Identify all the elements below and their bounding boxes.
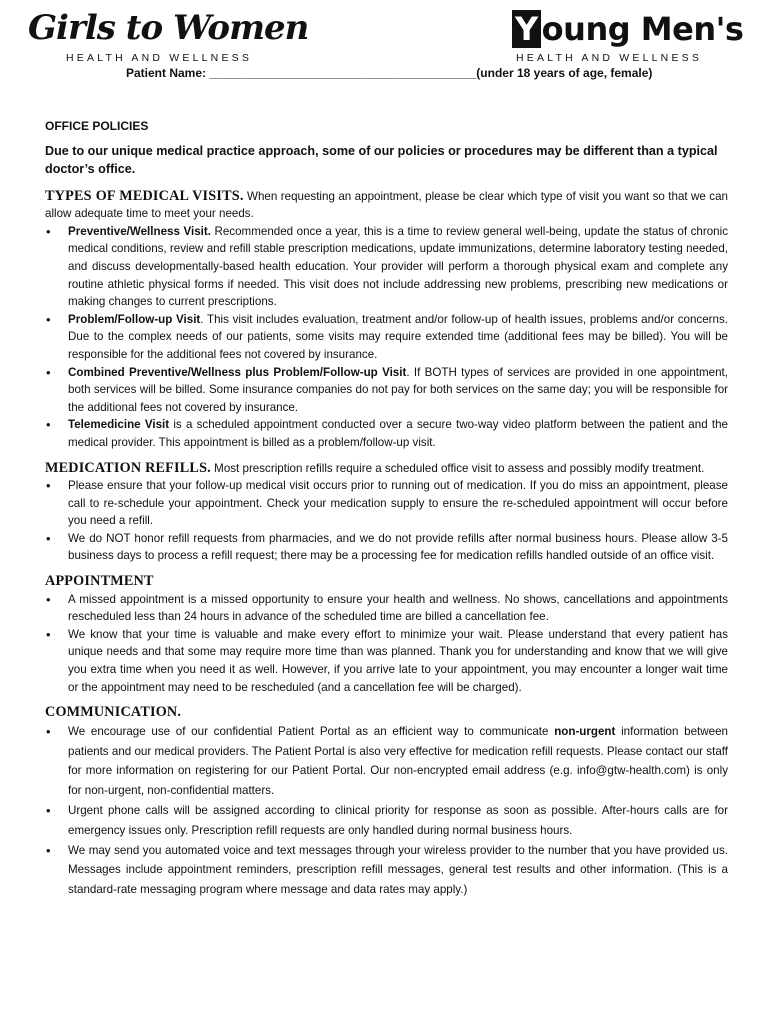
communication-section (45, 704, 728, 900)
logo-y-mark: Y (512, 10, 541, 48)
list-item: • Urgent phone calls will be assigned according to clinical priority for response as soon as possible. After-hours calls are for emergency issues only. Prescription refill requests are only handled during normal business hours. (68, 801, 728, 841)
intro-paragraph: Due to our unique medical practice approach, some of our policies or procedures may be different than a typical doctor’s office. (45, 143, 718, 176)
logo-title-rest: oung Men's (541, 10, 744, 48)
item-text: Recommended once a year, this is a time to review general well-being, update the status of chronic medical conditions, review and refill stable prescription medications, update immunizations, determine laboratory testing needed, and discuss developmentally-based health education. Your provider will perform a thorough physical exam and complete any routine athletic physical forms if needed. This visit does not include addressing new problems, prescribing new medications or making changes to current prescriptions. (68, 224, 728, 309)
visits-list (45, 223, 728, 452)
list-item: • We know that your time is valuable and make every effort to minimize your wait. Please understand that every patient has unique needs and that some may require more time than was planned. Thank you for understanding and know that we will give you extra time when you need it as well. However, if you arrive late to your appointment, you may encounter a longer wait time or the appointment may need to be rescheduled (and a cancellation fee will be charged). (68, 626, 728, 696)
refills-heading: MEDICATION REFILLS. (45, 459, 211, 476)
young-mens-logo (512, 10, 744, 64)
page-title: OFFICE POLICIES (45, 119, 149, 133)
communication-list (45, 722, 728, 900)
appointment-list (45, 591, 728, 697)
list-item: • Please ensure that your follow-up medical visit occurs prior to running out of medication. If you do miss an appointment, please call to re-schedule your appointment. Check your medication supply to ensure the re-scheduled appointment will occur before you need a refill. (68, 477, 728, 530)
item-text: information between patients and our medical providers. The Patient Portal is also very effective for medication refill requests. Please contact our staff for more information on registering for our Patient Portal. Our non-encrypted email address (e.g. info@gtw-health.com) is only for non-urgent, non-confidential matters. (68, 724, 728, 798)
list-item (68, 416, 728, 451)
list-item: • We may send you automated voice and text messages through your wireless provider to the number that you have provided us. Messages include appointment reminders, prescription refill messages, general test results and other information. (This is a standard-rate messaging program where message and data rates may apply.) (68, 841, 728, 900)
list-item: • A missed appointment is a missed opportunity to ensure your health and wellness. No shows, cancellations and appointments rescheduled less than 24 hours in advance of the scheduled time are billed a cancellation fee. (68, 591, 728, 626)
communication-heading: COMMUNICATION. (45, 704, 182, 721)
refills-list (45, 477, 728, 565)
refills-intro: Most prescription refills require a scheduled office visit to assess and possibly modify treatment. (210, 461, 705, 475)
visits-heading: TYPES OF MEDICAL VISITS. (45, 187, 244, 204)
visits-section (45, 188, 728, 223)
item-label: Problem/Follow-up Visit (68, 312, 201, 326)
girls-to-women-logo (28, 8, 309, 70)
refills-section (45, 460, 728, 478)
item-label: Preventive/Wellness Visit. (68, 224, 211, 238)
list-item (68, 722, 728, 801)
patient-name-line: Patient Name: ________________________________________(under 18 years of age, female) (126, 66, 653, 80)
logo-subtitle: HEALTH AND WELLNESS (516, 52, 703, 64)
item-text: We encourage use of our confidential Patient Portal as an efficient way to communicate (68, 724, 555, 738)
logo-title (512, 10, 743, 48)
list-item (68, 364, 728, 417)
document-body (45, 118, 728, 900)
appointment-heading: APPOINTMENT (45, 573, 154, 590)
appointment-section (45, 573, 728, 696)
list-item (68, 223, 728, 311)
logo-subtitle: HEALTH AND WELLNESS (66, 52, 253, 64)
item-label: Telemedicine Visit (68, 418, 170, 432)
visits-intro: When requesting an appointment, please be clear which type of visit you want so that we can allow adequate time to meet your needs. (45, 189, 728, 221)
item-label: Combined Preventive/Wellness plus Problem/Follow-up Visit (68, 365, 407, 379)
item-text: . This visit includes evaluation, treatment and/or follow-up of health issues, problems and/or concerns. Due to the complex needs of our patients, some visits may require extended time (additional fees may be billed). You will be responsible for the additional fees not covered by insurance. (68, 312, 728, 361)
item-text: is a scheduled appointment conducted over a secure two-way video platform between the patient and the medical provider. This appointment is billed as a problem/follow-up visit. (68, 418, 728, 449)
list-item (68, 311, 728, 364)
item-text: . If BOTH types of services are provided in one appointment, both services will be billed. Some insurance companies do not pay for both services on the same day; you will be responsible for the additional fees not covered by insurance. (68, 365, 728, 414)
list-item: • We do NOT honor refill requests from pharmacies, and we do not provide refills after normal business hours. Please allow 3-5 business days to process a refill request; there may be a processing fee for medication refills handled outside of an office visit. (68, 530, 728, 565)
item-emphasis: non-urgent (554, 724, 616, 738)
logo-script-text: Girls to Women (28, 8, 309, 48)
